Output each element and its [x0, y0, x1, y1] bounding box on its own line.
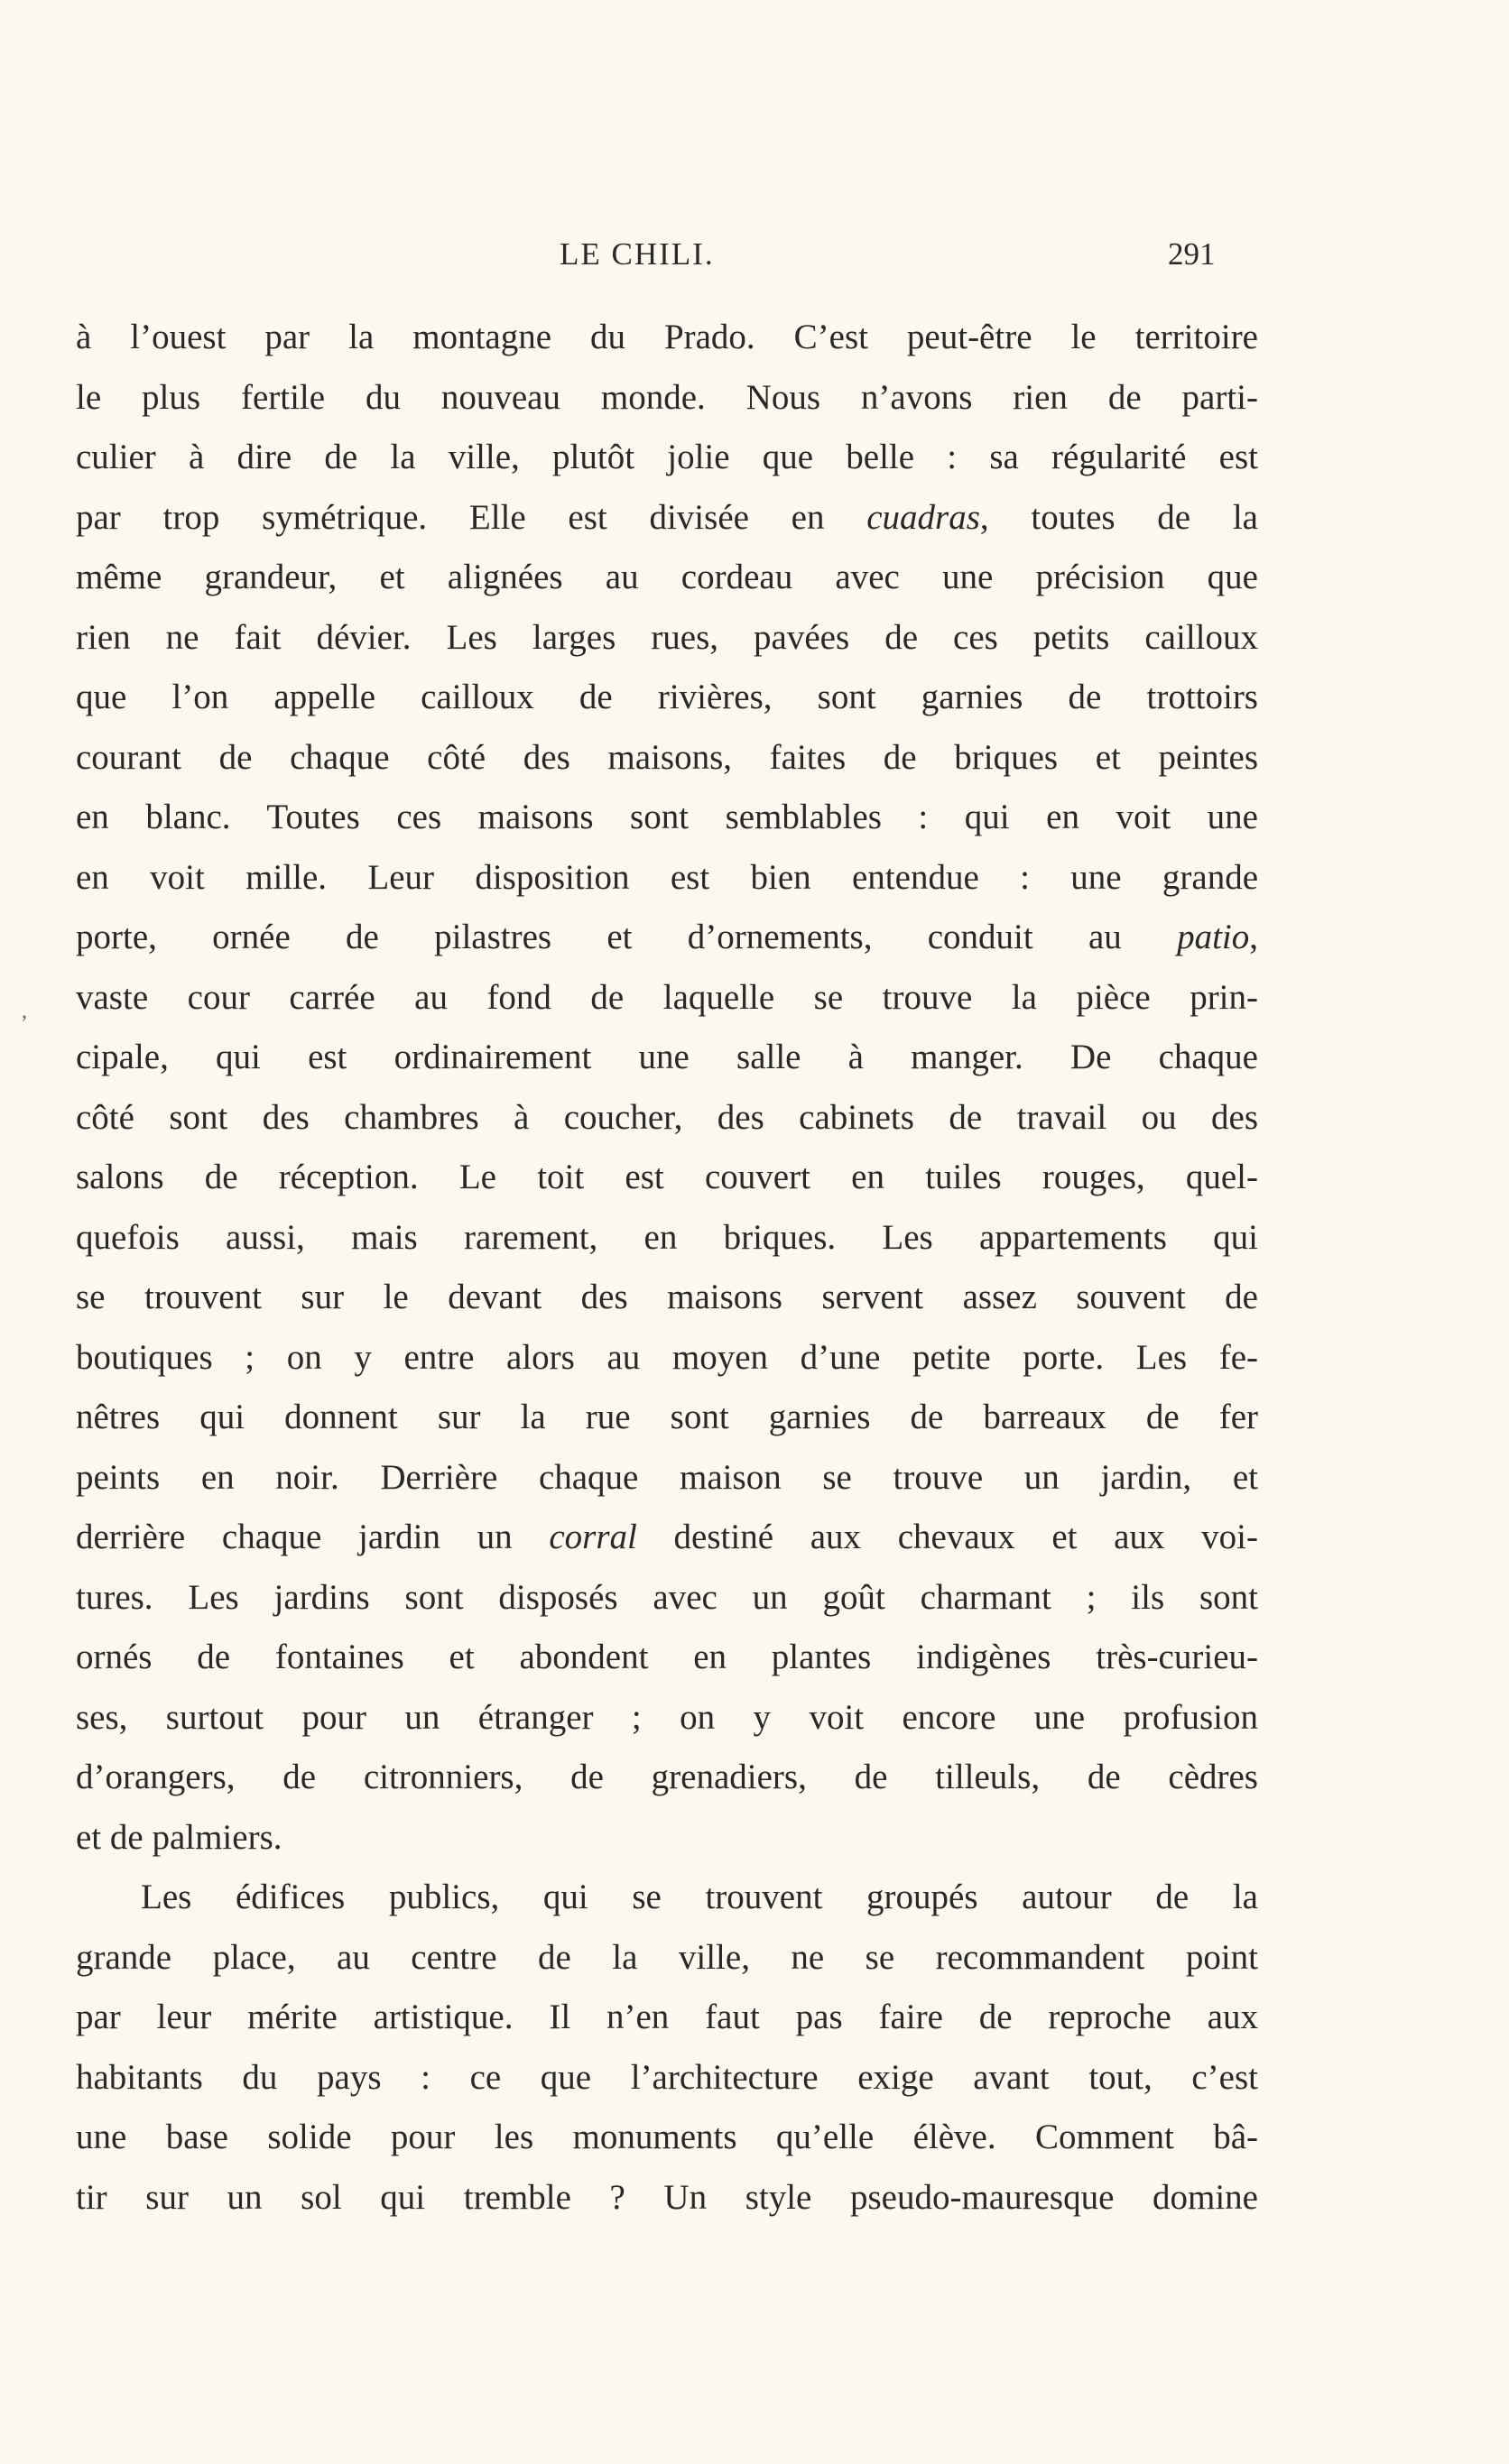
text-line: se trouvent sur le devant des maisons servent assez souvent de [76, 1278, 1258, 1316]
italic-term: cuadras [866, 497, 980, 537]
text-line: Les édifices publics, qui se trouvent groupés autour de la [141, 1878, 1258, 1916]
text-line: quefois aussi, mais rarement, en briques. Les appartements qui [76, 1217, 1258, 1257]
page-number: 291 [1168, 236, 1216, 272]
text-line: habitants du pays : ce que l’architecture exige avant tout, c’est [76, 2057, 1258, 2097]
text-line: en voit mille. Leur disposition est bien entendue : une grande [76, 857, 1258, 897]
text-line: salons de réception. Le toit est couvert en tuiles rouges, quel- [76, 1158, 1258, 1196]
text-line: tures. Les jardins sont disposés avec un goût charmant ; ils sont [76, 1577, 1258, 1617]
text-line: ornés de fontaines et abondent en plantes indigènes très-curieu- [76, 1638, 1258, 1676]
text-line: le plus fertile du nouveau monde. Nous n’avons rien de parti- [76, 377, 1258, 417]
text-line: par leur mérite artistique. Il n’en faut pas faire de reproche aux [76, 1998, 1258, 2036]
text-line: derrière chaque jardin un corral destiné aux chevaux et aux voi- [76, 1518, 1258, 1556]
text-line: et de palmiers. [76, 1817, 282, 1857]
text-line: rien ne fait dévier. Les larges rues, pavées de ces petits cailloux [76, 617, 1258, 657]
text-line: courant de chaque côté des maisons, faites de briques et peintes [76, 737, 1258, 777]
italic-term: corral [549, 1518, 637, 1556]
italic-term: patio [1177, 918, 1250, 956]
text-line: à l’ouest par la montagne du Prado. C’est peut-être le territoire [76, 318, 1258, 356]
text-line: une base solide pour les monuments qu’elle élève. Comment bâ- [76, 2118, 1258, 2156]
text-line: d’orangers, de citronniers, de grenadiers, de tilleuls, de cèdres [76, 1758, 1258, 1796]
text-line: tir sur un sol qui tremble ? Un style pseudo-mauresque domine [76, 2177, 1258, 2217]
text-line: cipale, qui est ordinairement une salle à manger. De chaque [76, 1038, 1258, 1076]
text-line: grande place, au centre de la ville, ne se recommandent point [76, 1937, 1258, 1977]
text-line: vaste cour carrée au fond de laquelle se trouve la pièce prin- [76, 977, 1258, 1017]
text-line: côté sont des chambres à coucher, des cabinets de travail ou des [76, 1097, 1258, 1137]
text-line: même grandeur, et alignées au cordeau avec une précision que [76, 558, 1258, 596]
text-line: que l’on appelle cailloux de rivières, sont garnies de trottoirs [76, 678, 1258, 716]
text-line: ses, surtout pour un étranger ; on y voit encore une profusion [76, 1697, 1258, 1737]
text-line: nêtres qui donnent sur la rue sont garnies de barreaux de fer [76, 1398, 1258, 1436]
text-line: boutiques ; on y entre alors au moyen d’une petite porte. Les fe- [76, 1337, 1258, 1377]
text-line: porte, ornée de pilastres et d’ornements, conduit au patio, [76, 918, 1258, 956]
body-text [76, 316, 1258, 2236]
margin-mark: , [22, 1000, 27, 1023]
text-line: par trop symétrique. Elle est divisée en cuadras, toutes de la [76, 497, 1258, 537]
running-title: LE CHILI. [560, 236, 715, 272]
text-line: en blanc. Toutes ces maisons sont semblables : qui en voit une [76, 798, 1258, 836]
text-line: culier à dire de la ville, plutôt jolie que belle : sa régularité est [76, 438, 1258, 476]
text-line: peints en noir. Derrière chaque maison se trouve un jardin, et [76, 1457, 1258, 1497]
